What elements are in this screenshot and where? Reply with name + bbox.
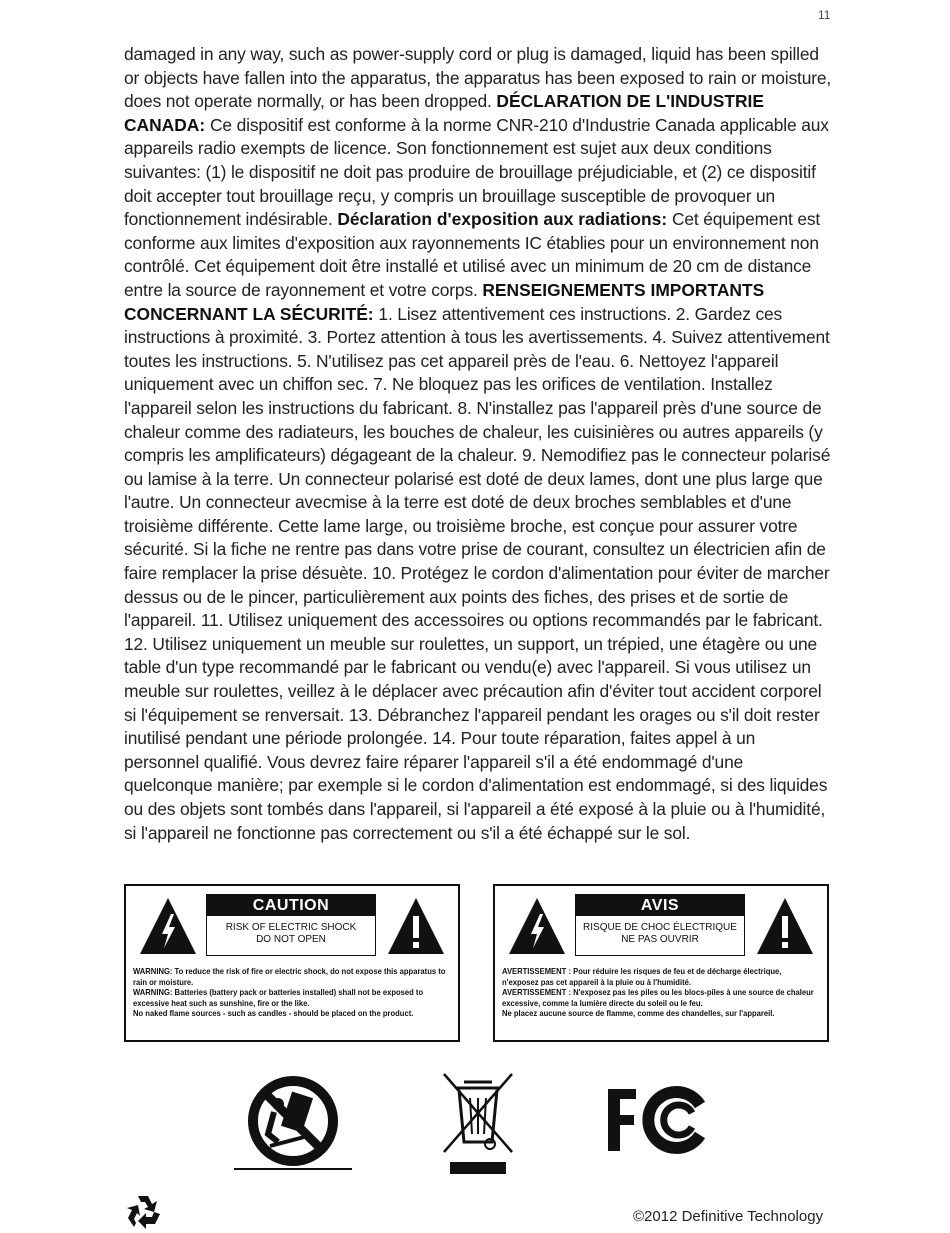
electric-shock-warning-icon bbox=[507, 896, 567, 956]
avis-warnings bbox=[502, 966, 815, 1019]
exclamation-warning-icon bbox=[386, 896, 446, 956]
recycle-icon bbox=[124, 1192, 164, 1232]
avis-line-1: RISQUE DE CHOC ÉLECTRIQUE bbox=[583, 922, 737, 933]
caution-warnings bbox=[133, 966, 446, 1019]
page-number: 11 bbox=[818, 8, 831, 22]
heading-industry-canada: DÉCLARATION DE L'INDUSTRIE CANADA: bbox=[124, 91, 764, 135]
caution-header bbox=[206, 894, 376, 956]
avis-subtitle bbox=[576, 916, 744, 946]
caution-box-french bbox=[493, 884, 829, 1042]
caution-line-1: RISK OF ELECTRIC SHOCK bbox=[225, 922, 357, 933]
copyright: ©2012 Definitive Technology bbox=[633, 1208, 824, 1225]
avis-header bbox=[575, 894, 745, 956]
exclamation-warning-icon bbox=[755, 896, 815, 956]
caution-warning-2: WARNING: Batteries (battery pack or batteries installed) shall not be exposed to excessive heat such as sunshine, fire or the like. bbox=[133, 987, 424, 1008]
body-text bbox=[124, 43, 832, 845]
caution-line-2: DO NOT OPEN bbox=[256, 934, 326, 945]
caution-warning-1: WARNING: To reduce the risk of fire or electric shock, do not expose this apparatus to rain or moisture. bbox=[133, 966, 446, 987]
heading-radiation-exposure: Déclaration d'exposition aux radiations: bbox=[337, 209, 672, 230]
paragraph-industry-canada: Ce dispositif est conforme à la norme CNR-210 d'Industrie Canada applicable aux appareils radio exempts de licence. Son fonctionnement est sujet aux deux conditions suivantes: (1) le dispositif ne doit pas produire de brouillage préjudiciable, et (2) ce dispositif doit accepter tout brouillage reçu, y compris un brouillage susceptible de provoquer un fonctionnement indésirable. bbox=[124, 114, 829, 230]
electric-shock-warning-icon bbox=[138, 896, 198, 956]
weee-crossed-bin-icon bbox=[442, 1072, 514, 1178]
avis-title: AVIS bbox=[576, 895, 744, 916]
paragraph-damage: damaged in any way, such as power-supply cord or plug is damaged, liquid has been spilled or objects have fallen into the apparatus, the apparatus has been exposed to rain or moisture, does not operate normally, or has been dropped. bbox=[124, 44, 832, 112]
caution-warning-3: No naked flame sources - such as candles - should be placed on the product. bbox=[133, 1008, 414, 1019]
avis-warning-2: AVERTISSEMENT : N'exposez pas les piles ou les blocs-piles à une source de chaleur excessive, comme la lumière directe du soleil ou le feu. bbox=[502, 987, 814, 1008]
paragraph-safety-instructions: 1. Lisez attentivement ces instructions. 2. Gardez ces instructions à proximité. 3. Portez attention à tous les avertissements. 4. Suivez attentivement toutes les instructions. 5. N'utilisez pas cet appareil près de l'eau. 6. Nettoyez l'appareil uniquement avec un chiffon sec. 7. Ne bloquez pas les orifices de ventilation. Installez l'appareil selon les instructions du fabricant. 8. N'installez pas l'appareil près d'une source de chaleur comme des radiateurs, les bouches de chaleur, les cuisinières ou autres appareils (y compris les amplificateurs) dégageant de la chaleur. 9. Nemodifiez pas le connecteur polarisé ou lamise à la terre. Un connecteur polarisé est doté de deux lames, dont une plus large que l'autre. Un connecteur avecmise à la terre est doté de deux broches semblables et d'une troisième différente. Cette lame large, ou troisième broche, est conçue pour assurer votre sécurité. Si la fiche ne rentre pas dans votre prise de courant, consultez un électricien afin de faire remplacer la prise désuète. 10. Protégez le cordon d'alimentation pour éviter de marcher dessus ou de le pincer, particulièrement aux points des fiches, des prises et de sortie de l'appareil. 11. Utilisez uniquement des accessoires ou options recommandés par le fabricant. 12. Utilisez uniquement un meuble sur roulettes, un support, un trépied, une étagère ou une table d'un type recommandé par le fabricant ou vendu(e) avec l'appareil. Si vous utilisez un meuble sur roulettes, veillez à le déplacer avec précaution afin d'éviter tout accident corporel si l'équipement se renversait. 13. Débranchez l'appareil pendant les orages ou s'il doit rester inutilisé pendant une période prolongée. 14. Pour toute réparation, faites appel à un personnel qualifié. Vous devrez faire réparer l'appareil s'il a été endommagé d'une quelconque manière; par exemple si le cordon d'alimentation est endommagé, si des liquides ou des objets sont tombés dans l'appareil, si l'appareil a été exposé à la pluie ou à l'humidité, si l'appareil ne fonctionne pas correctement ou s'il a été échappé sur le sol. bbox=[124, 303, 831, 843]
caution-box-english bbox=[124, 884, 460, 1042]
paragraph-radiation-exposure: Cet équipement est conforme aux limites d'exposition aux rayonnements IC établies pour un environnement non contrôlé. Cet équipement doit être installé et utilisé avec un minimum de 20 cm de distance entre la source de rayonnement et votre corps. bbox=[124, 209, 821, 300]
heading-safety-info: RENSEIGNEMENTS IMPORTANTS CONCERNANT LA SÉCURITÉ: bbox=[124, 279, 765, 324]
cart-tip-over-warning-icon bbox=[234, 1072, 352, 1172]
avis-line-2: NE PAS OUVRIR bbox=[621, 934, 699, 945]
caution-title: CAUTION bbox=[207, 895, 375, 916]
avis-warning-3: Ne placez aucune source de flamme, comme des chandelles, sur l'appareil. bbox=[502, 1008, 775, 1019]
fcc-logo bbox=[604, 1085, 708, 1155]
caution-subtitle bbox=[207, 916, 375, 946]
avis-warning-1: AVERTISSEMENT : Pour réduire les risques de feu et de décharge électrique, n'exposez pas cet appareil à la pluie ou à l'humidité. bbox=[502, 966, 782, 987]
